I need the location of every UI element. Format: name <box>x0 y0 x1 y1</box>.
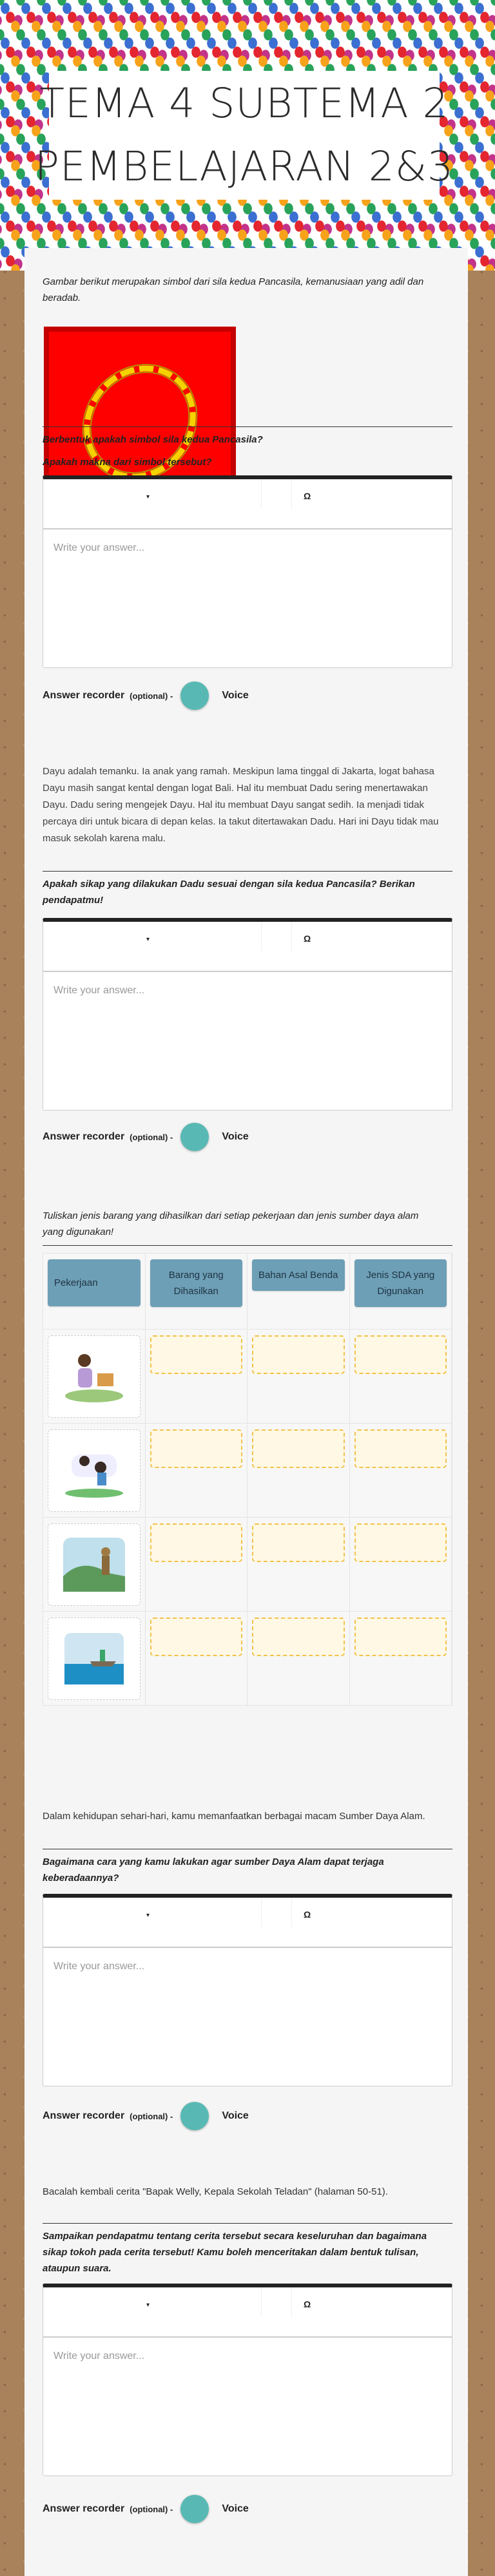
table-row <box>43 1612 452 1705</box>
header-cell <box>350 1254 452 1330</box>
table-row <box>43 1424 452 1518</box>
drop-zone[interactable] <box>354 1429 447 1468</box>
table-header-row <box>43 1254 452 1330</box>
voice-label: Voice <box>222 2503 249 2514</box>
format-dropdown[interactable]: ▾ <box>146 2302 150 2309</box>
answer-cell <box>248 1612 350 1705</box>
answer-editor-3[interactable] <box>43 1894 452 2086</box>
divider <box>43 426 452 427</box>
fisherman-image <box>48 1617 141 1700</box>
table-row <box>43 1518 452 1612</box>
answer-textarea[interactable]: Write your answer... <box>53 1961 145 1972</box>
answer-cell <box>350 1330 452 1423</box>
special-character-button[interactable]: Ω <box>304 2299 311 2309</box>
divider <box>43 871 452 872</box>
answer-recorder-3 <box>43 2102 249 2130</box>
story-paragraph: Dayu adalah temanku. Ia anak yang ramah. Meskipun lama tinggal di Jakarta, logat bahasa Dayu masih sangat kental dengan logat Bali. Hal itu membuat Dadu sering menertawakan Dayu. Dadu sering mengejek Dayu. Hal itu membuat Dayu sangat sedih. Ia menjadi tidak percaya diri untuk bicara di depan kelas. Ia takut ditertawakan Dadu. Hari ini Dayu tidak mau masuk sekolah karena malu. <box>43 766 439 844</box>
recorder-optional: (optional) - <box>130 1132 173 1142</box>
divider <box>43 1245 452 1246</box>
sda-intro: Dalam kehidupan sehari-hari, kamu memanfaatkan berbagai macam Sumber Daya Alam. <box>43 1811 425 1822</box>
worksheet-card <box>24 248 468 2576</box>
answer-editor-2[interactable] <box>43 918 452 1111</box>
job-cell <box>43 1612 146 1705</box>
special-character-button[interactable]: Ω <box>304 491 311 501</box>
answer-cell <box>146 1518 248 1611</box>
question-2: Apakah makna dari simbol tersebut? <box>43 457 212 468</box>
header-jenis-sda: Jenis SDA yang Digunakan <box>354 1259 447 1307</box>
format-dropdown[interactable]: ▾ <box>146 1912 150 1919</box>
drop-zone[interactable] <box>354 1335 447 1374</box>
drop-zone[interactable] <box>252 1429 345 1468</box>
answer-cell <box>248 1518 350 1611</box>
special-character-button[interactable]: Ω <box>304 933 311 944</box>
fisherman-icon <box>64 1633 124 1684</box>
answer-textarea[interactable]: Write your answer... <box>53 542 145 553</box>
answer-recorder-2 <box>43 1123 249 1151</box>
recorder-label: Answer recorder <box>43 2503 125 2514</box>
editor-toolbar <box>43 479 452 530</box>
voice-record-button[interactable] <box>180 1123 209 1151</box>
header-cell <box>146 1254 248 1330</box>
header-bahan: Bahan Asal Benda <box>252 1259 345 1291</box>
voice-label: Voice <box>222 2110 249 2121</box>
voice-label: Voice <box>222 690 249 701</box>
toolbar-divider <box>261 922 262 951</box>
table-row <box>43 1330 452 1424</box>
divider <box>43 2223 452 2224</box>
toolbar-divider <box>261 1898 262 1927</box>
drop-zone[interactable] <box>150 1523 243 1562</box>
drop-zone[interactable] <box>354 1617 447 1656</box>
question-4: Bagaimana cara yang kamu lakukan agar sumber Daya Alam dapat terjaga keberadaannya? <box>43 1856 384 1884</box>
editor-toolbar <box>43 922 452 972</box>
drop-zone[interactable] <box>252 1335 345 1374</box>
farmer-image <box>48 1523 141 1606</box>
voice-record-button[interactable] <box>180 682 209 710</box>
drag-drop-table <box>43 1253 452 1706</box>
answer-textarea[interactable]: Write your answer... <box>53 985 145 996</box>
editor-toolbar <box>43 2287 452 2338</box>
answer-recorder-1 <box>43 682 249 710</box>
story-reference: Bacalah kembali cerita "Bapak Welly, Kepala Sekolah Teladan" (halaman 50-51). <box>43 2186 388 2197</box>
toolbar-divider <box>291 2287 292 2316</box>
chain-icon <box>66 348 214 497</box>
cow-icon <box>62 1442 126 1500</box>
recorder-optional: (optional) - <box>130 2111 173 2121</box>
header-cell <box>43 1254 146 1330</box>
drop-zone[interactable] <box>150 1617 243 1656</box>
recorder-label: Answer recorder <box>43 2110 125 2121</box>
question-3: Apakah sikap yang dilakukan Dadu sesuai dengan sila kedua Pancasila? Berikan pendapatmu! <box>43 879 415 906</box>
job-cell <box>43 1424 146 1517</box>
header-pekerjaan: Pekerjaan <box>48 1259 141 1306</box>
table-instruction: Tuliskan jenis barang yang dihasilkan dari setiap pekerjaan dan jenis sumber daya alam yang digunakan! <box>43 1210 419 1237</box>
answer-cell <box>146 1424 248 1517</box>
question-5: Sampaikan pendapatmu tentang cerita tersebut secara keseluruhan dan bagaimana sikap tokoh pada cerita tersebut! Kamu boleh menceritakan dalam bentuk tulisan, ataupun suara. <box>43 2231 427 2274</box>
answer-editor-1[interactable] <box>43 475 452 668</box>
drop-zone[interactable] <box>354 1523 447 1562</box>
title-line-1: TEMA 4 SUBTEMA 2 <box>39 80 449 127</box>
recorder-label: Answer recorder <box>43 1131 125 1142</box>
answer-cell <box>248 1330 350 1423</box>
job-cell <box>43 1518 146 1611</box>
answer-recorder-4 <box>43 2495 249 2523</box>
answer-cell <box>350 1424 452 1517</box>
toolbar-divider <box>291 479 292 508</box>
voice-record-button[interactable] <box>180 2495 209 2523</box>
answer-cell <box>248 1424 350 1517</box>
title-line-2: PEMBELAJARAN 2&3 <box>34 143 454 190</box>
drop-zone[interactable] <box>252 1617 345 1656</box>
header-banner <box>0 0 495 271</box>
format-dropdown[interactable]: ▾ <box>146 936 150 943</box>
toolbar-divider <box>261 2287 262 2316</box>
question-1: Berbentuk apakah simbol sila kedua Pancasila? <box>43 434 263 445</box>
special-character-button[interactable]: Ω <box>304 1909 311 1920</box>
drop-zone[interactable] <box>150 1429 243 1468</box>
farmer-icon <box>63 1538 125 1592</box>
toolbar-divider <box>261 479 262 508</box>
job-cell <box>43 1330 146 1423</box>
header-cell <box>248 1254 350 1330</box>
toolbar-divider <box>291 1898 292 1927</box>
dairy-farmer-image <box>48 1429 141 1512</box>
recorder-label: Answer recorder <box>43 690 125 701</box>
answer-textarea[interactable]: Write your answer... <box>53 2351 145 2361</box>
carpenter-image <box>48 1335 141 1418</box>
section1-intro: Gambar berikut merupakan simbol dari sila kedua Pancasila, kemanusiaan yang adil dan beradab. <box>43 276 424 303</box>
toolbar-divider <box>291 922 292 951</box>
answer-cell <box>146 1612 248 1705</box>
answer-cell <box>350 1612 452 1705</box>
drop-zone[interactable] <box>150 1335 243 1374</box>
header-barang: Barang yang Dihasilkan <box>150 1259 243 1307</box>
editor-toolbar <box>43 1898 452 1948</box>
answer-editor-4[interactable] <box>43 2284 452 2476</box>
answer-cell <box>350 1518 452 1611</box>
voice-record-button[interactable] <box>180 2102 209 2130</box>
format-dropdown[interactable]: ▾ <box>146 493 150 501</box>
voice-label: Voice <box>222 1131 249 1142</box>
answer-cell <box>146 1330 248 1423</box>
page-title <box>34 71 454 200</box>
recorder-optional: (optional) - <box>130 2504 173 2514</box>
drop-zone[interactable] <box>252 1523 345 1562</box>
recorder-optional: (optional) - <box>130 691 173 701</box>
carpenter-icon <box>62 1348 126 1406</box>
